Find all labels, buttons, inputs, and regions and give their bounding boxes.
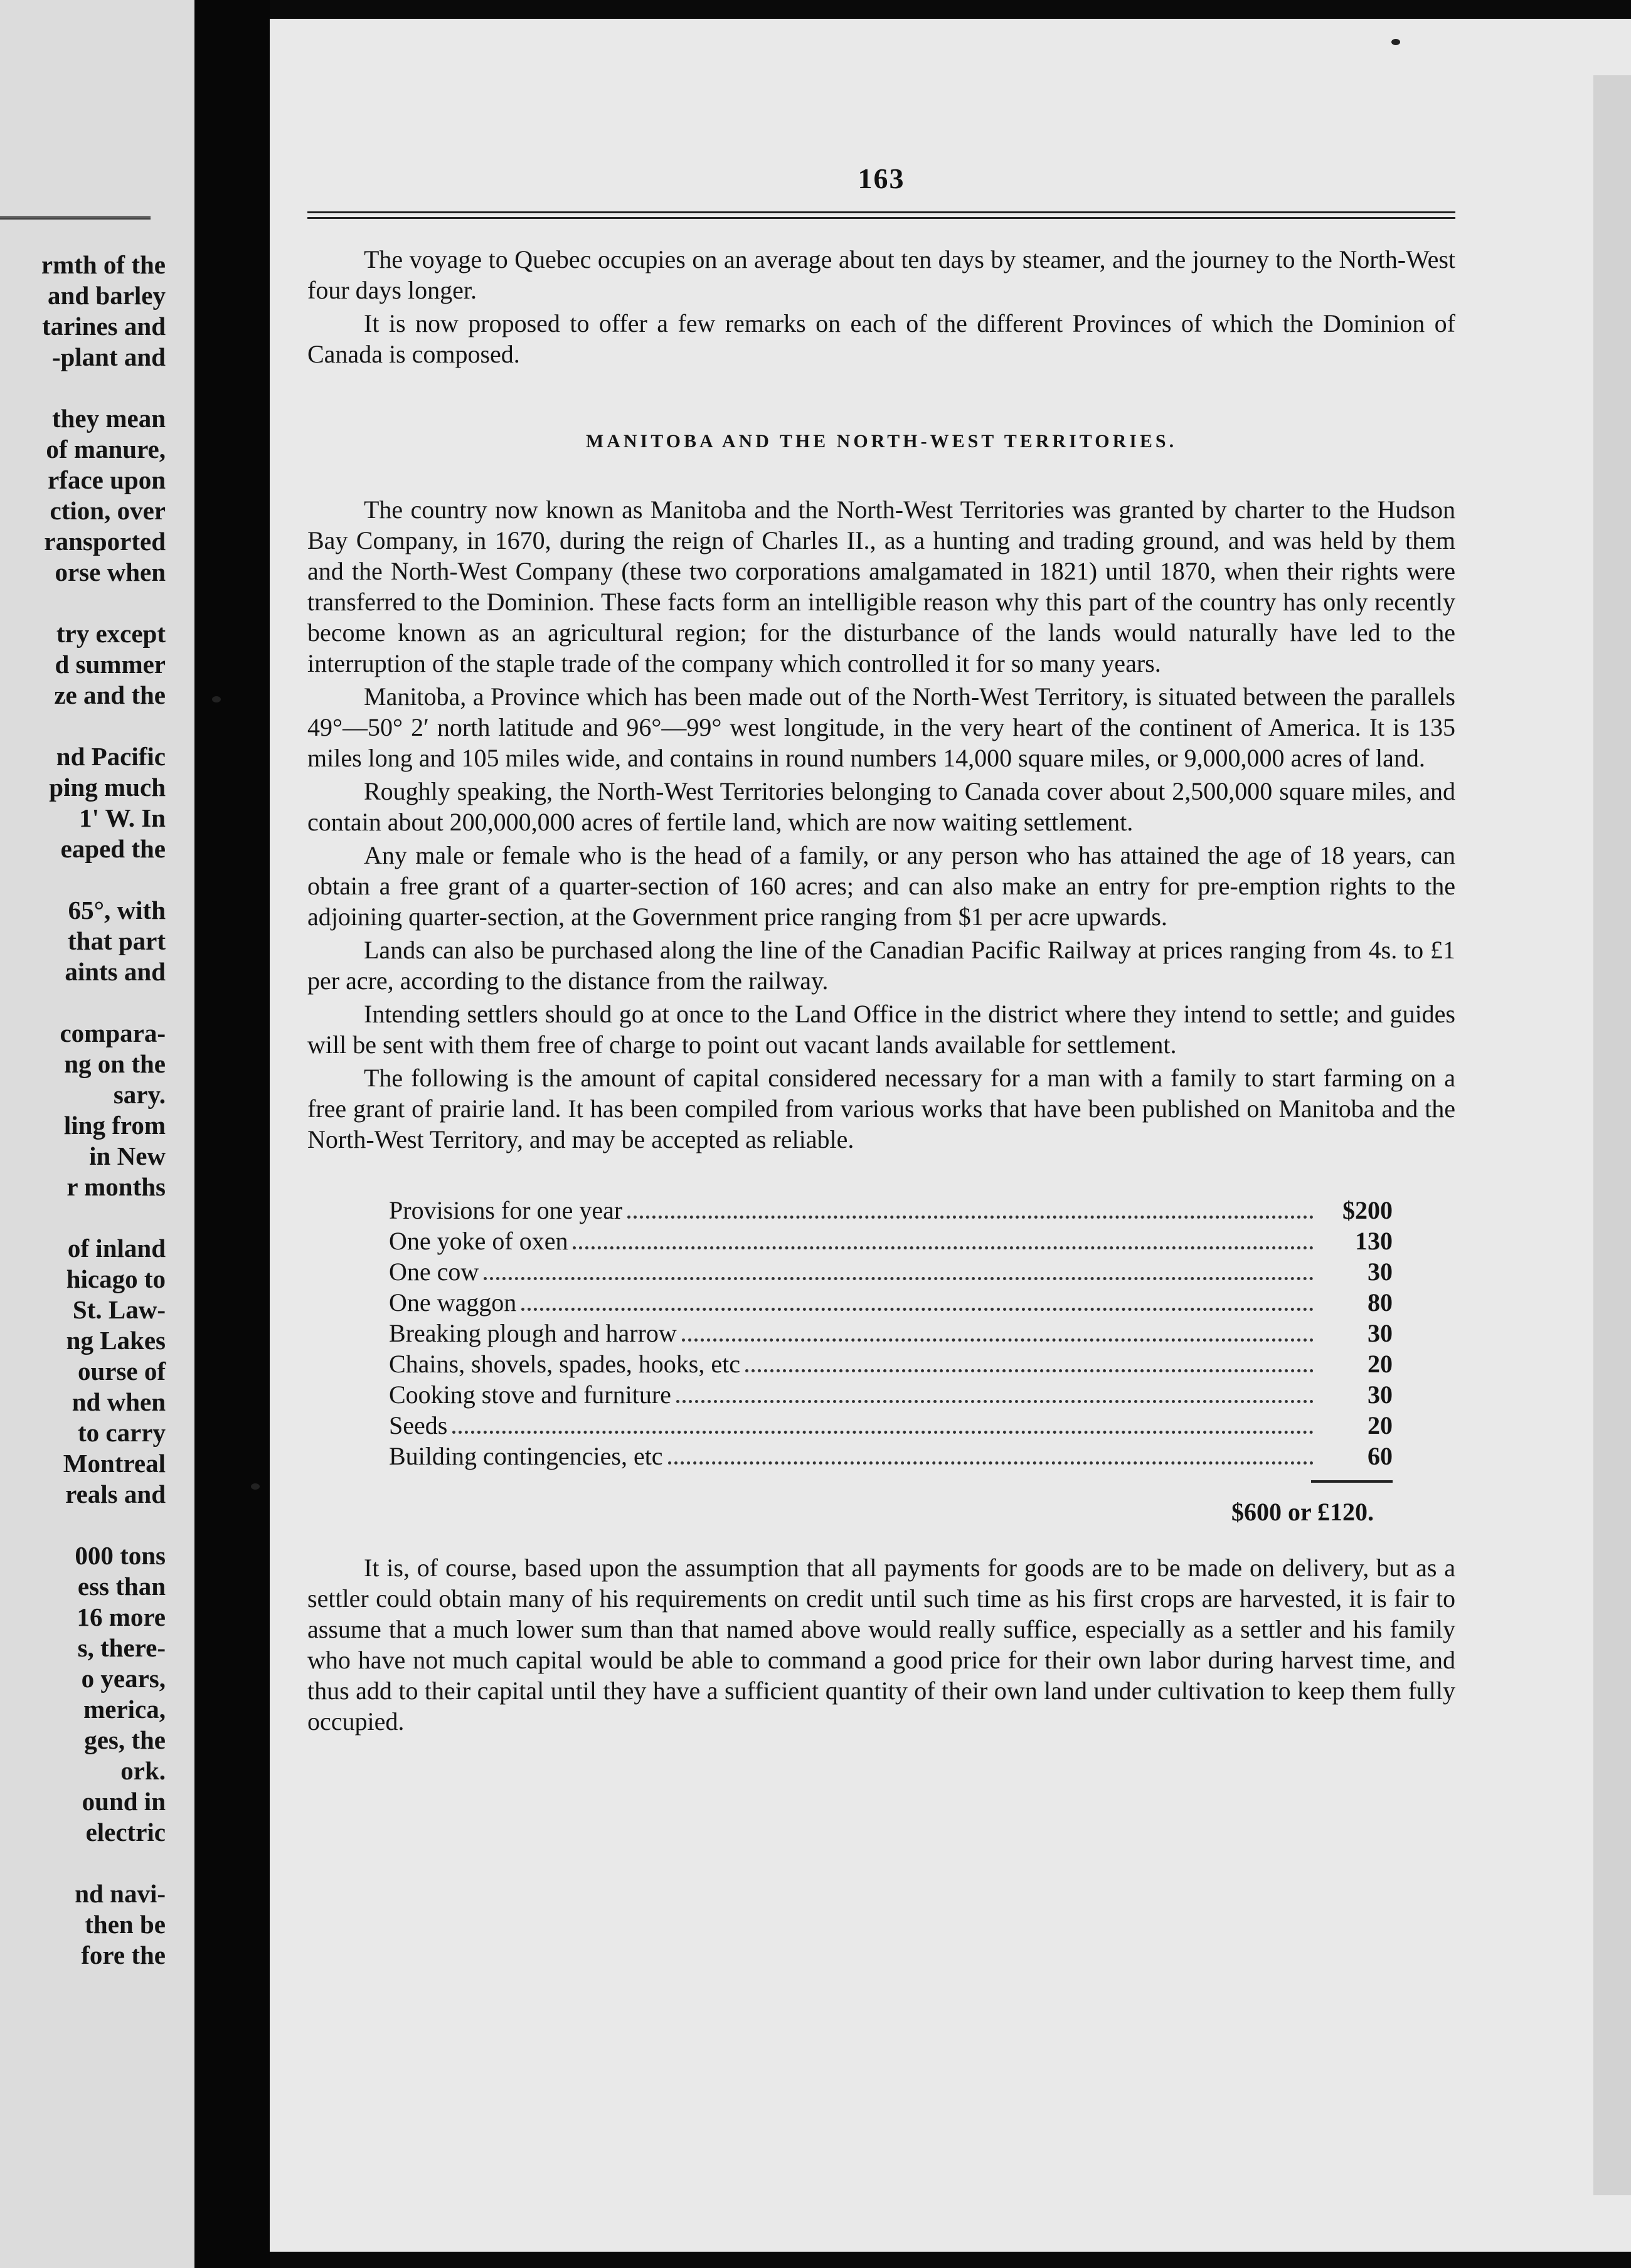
left-page-fragment [0, 0, 194, 2268]
section-heading: MANITOBA AND THE NORTH-WEST TERRITORIES. [585, 431, 1177, 452]
leader-dots [682, 1338, 1314, 1342]
left-page-line: 65°, with [68, 896, 166, 925]
left-page-line: ction, over [50, 496, 166, 525]
left-page-line: 16 more [77, 1603, 166, 1631]
left-page-line: reals and [65, 1480, 166, 1508]
cost-amount: 30 [1368, 1258, 1393, 1286]
body-paragraph: Lands can also be purchased along the line of the Canadian Pacific Railway at prices ranging from 4s. to £1 per acre, according to the distance from the railway. [307, 936, 1455, 995]
cost-item: Provisions for one year [389, 1196, 623, 1224]
body-paragraph: Intending settlers should go at once to the Land Office in the district where they intend to settle; and guides will be sent with them free of charge to point out vacant lands available for settlement. [307, 1000, 1455, 1059]
leader-dots [573, 1246, 1314, 1249]
left-page-line: that part [67, 926, 166, 955]
cost-row [389, 1195, 1393, 1226]
body-paragraph: The country now known as Manitoba and the North-West Territories was granted by charter to the Hudson Bay Company, in 1670, during the reign of Charles II., as a hunting and trading ground, and was held by them and the North-West Company (these two corporations amalgamated in 1821) until 1870, when their rights were transferred to the Dominion. These facts form an intelligible reason why this part of the country has only recently become known as an agricultural region; for the disturbance of the lands would naturally have led to the interruption of the staple trade of the company which controlled it for so many years. [307, 495, 1455, 677]
left-page-line: r months [66, 1172, 166, 1201]
left-page-line: merica, [83, 1695, 166, 1724]
leader-dots [627, 1216, 1314, 1219]
left-page-line: ound in [82, 1787, 166, 1816]
left-page-line: sary. [113, 1080, 166, 1109]
left-page-line: d summer [55, 650, 166, 679]
left-page-line: and barley [48, 281, 166, 310]
closing-paragraph: It is, of course, based upon the assumption that all payments for goods are to be made on delivery, but as a settler could obtain many of his requirements on credit until such time as his first crops are harvested, it is fair to assume that a much lower sum than that named above would really suffice, especially as a settler and his family who have not much capital would be able to command a good price for their own labor during harvest time, and thus add to their capital until they have a sufficient quantity of their own land under cultivation to keep them fully occupied. [307, 1554, 1455, 1735]
cost-item: One waggon [389, 1288, 517, 1317]
left-page-line: o years, [81, 1664, 166, 1693]
left-page-gap [0, 987, 194, 1018]
left-page-line: eaped the [60, 834, 166, 863]
cost-amount: 30 [1368, 1380, 1393, 1409]
left-page-line: of inland [67, 1234, 166, 1263]
left-page-line: ng on the [64, 1049, 166, 1078]
cost-item: One cow [389, 1258, 479, 1286]
cost-row [389, 1318, 1393, 1349]
left-page-line: rmth of the [41, 250, 166, 279]
left-page-line: ling from [63, 1111, 166, 1140]
cost-amount: $200 [1342, 1196, 1393, 1224]
left-page-gap [0, 1202, 194, 1233]
cost-item: Chains, shovels, spades, hooks, etc [389, 1350, 740, 1378]
cost-item: One yoke of oxen [389, 1227, 568, 1255]
left-page-line: rface upon [48, 465, 166, 494]
left-page-line: to carry [78, 1418, 166, 1447]
leader-dots [668, 1461, 1314, 1465]
page-content [307, 163, 1455, 1739]
left-page-line: -plant and [51, 342, 166, 371]
left-page-line: they mean [51, 404, 166, 433]
left-page-gap [0, 588, 194, 618]
left-page-line: nd Pacific [56, 742, 166, 771]
page-edge [1593, 75, 1631, 2195]
leader-dots [452, 1431, 1314, 1434]
body-paragraph: Roughly speaking, the North-West Territories belonging to Canada cover about 2,500,000 square miles, and contain about 200,000,000 acres of fertile land, which are now waiting settlement. [307, 777, 1455, 836]
cost-row [389, 1256, 1393, 1287]
left-page-rule [0, 216, 151, 220]
left-page-line: 000 tons [75, 1541, 166, 1570]
left-page-gap [0, 711, 194, 741]
cost-row [389, 1287, 1393, 1318]
leader-dots [745, 1369, 1314, 1372]
total-rule [1311, 1480, 1393, 1483]
page [270, 19, 1631, 2252]
leader-dots [676, 1400, 1314, 1403]
left-page-line: then be [85, 1910, 166, 1939]
left-page-gap [0, 864, 194, 895]
left-page-line: nd navi- [75, 1879, 166, 1908]
left-page-line: fore the [81, 1941, 166, 1969]
left-page-line: 1' W. In [79, 803, 166, 832]
cost-item: Breaking plough and harrow [389, 1319, 677, 1347]
cost-total: $600 or £120. [1231, 1498, 1374, 1526]
left-page-lines [0, 250, 194, 1971]
cost-item: Building contingencies, etc [389, 1442, 663, 1470]
margin-speck [251, 1483, 260, 1490]
cost-item: Seeds [389, 1411, 448, 1439]
left-page-line: s, there- [77, 1633, 166, 1662]
cost-amount: 20 [1368, 1350, 1393, 1378]
book-spine [194, 0, 270, 2268]
left-page-line: St. Law- [72, 1295, 166, 1324]
cost-row [389, 1410, 1393, 1441]
intro-paragraph: It is now proposed to offer a few remarks on each of the different Provinces of which the Dominion of Canada is composed. [307, 309, 1455, 368]
left-page-line: ourse of [77, 1357, 166, 1386]
cost-row [389, 1349, 1393, 1379]
cost-amount: 30 [1368, 1319, 1393, 1347]
leader-dots [521, 1308, 1314, 1311]
left-page-gap [0, 373, 194, 403]
left-page-gap [0, 1848, 194, 1879]
margin-speck [212, 696, 221, 702]
body-paragraph: Any male or female who is the head of a family, or any person who has attained the age of 18 years, can obtain a free grant of a quarter-section of 160 acres; and can also make an entry for pre-emption rights to the adjoining quarter-section, at the Government price ranging from $1 per acre upwards. [307, 841, 1455, 931]
cost-row [389, 1226, 1393, 1256]
left-page-line: ng Lakes [66, 1326, 166, 1355]
cost-row [389, 1379, 1393, 1410]
body-paragraph: The following is the amount of capital considered necessary for a man with a family to start farming on a free grant of prairie land. It has been compiled from various works that have been published on Manitoba and the North-West Territory, and may be accepted as reliable. [307, 1064, 1455, 1153]
page-number: 163 [858, 162, 905, 194]
cost-amount: 130 [1355, 1227, 1393, 1255]
cost-table [389, 1195, 1393, 1483]
left-page-line: aints and [65, 957, 166, 986]
left-page-line: tarines and [41, 312, 166, 341]
left-page-line: ork. [120, 1756, 166, 1785]
left-page-line: ges, the [84, 1725, 166, 1754]
header-rule [307, 211, 1455, 219]
margin-speck [1391, 39, 1400, 45]
cost-amount: 20 [1368, 1411, 1393, 1439]
left-page-line: of manure, [46, 435, 166, 464]
left-page-line: orse when [55, 558, 166, 586]
cost-amount: 80 [1368, 1288, 1393, 1317]
left-page-line: in New [89, 1142, 166, 1170]
left-page-gap [0, 1510, 194, 1540]
cost-row [389, 1441, 1393, 1471]
cost-item: Cooking stove and furniture [389, 1380, 671, 1409]
left-page-line: ess than [77, 1572, 166, 1601]
left-page-line: ze and the [54, 681, 166, 709]
left-page-line: Montreal [63, 1449, 166, 1478]
left-page-line: ransported [44, 527, 166, 556]
intro-paragraph: The voyage to Quebec occupies on an average about ten days by steamer, and the journey to the North-West four days longer. [307, 245, 1455, 304]
left-page-line: ping much [49, 773, 166, 802]
left-page-line: nd when [72, 1387, 166, 1416]
body-paragraph: Manitoba, a Province which has been made out of the North-West Territory, is situated between the parallels 49°—50° 2′ north latitude and 96°—99° west longitude, in the very heart of the continent of America. It is 135 miles long and 105 miles wide, and contains in round numbers 14,000 square miles, or 9,000,000 acres of land. [307, 682, 1455, 772]
left-page-line: electric [85, 1818, 166, 1847]
left-page-line: compara- [60, 1019, 166, 1047]
left-page-line: try except [56, 619, 166, 648]
cost-amount: 60 [1368, 1442, 1393, 1470]
leader-dots [484, 1277, 1314, 1280]
left-page-line: hicago to [66, 1264, 166, 1293]
